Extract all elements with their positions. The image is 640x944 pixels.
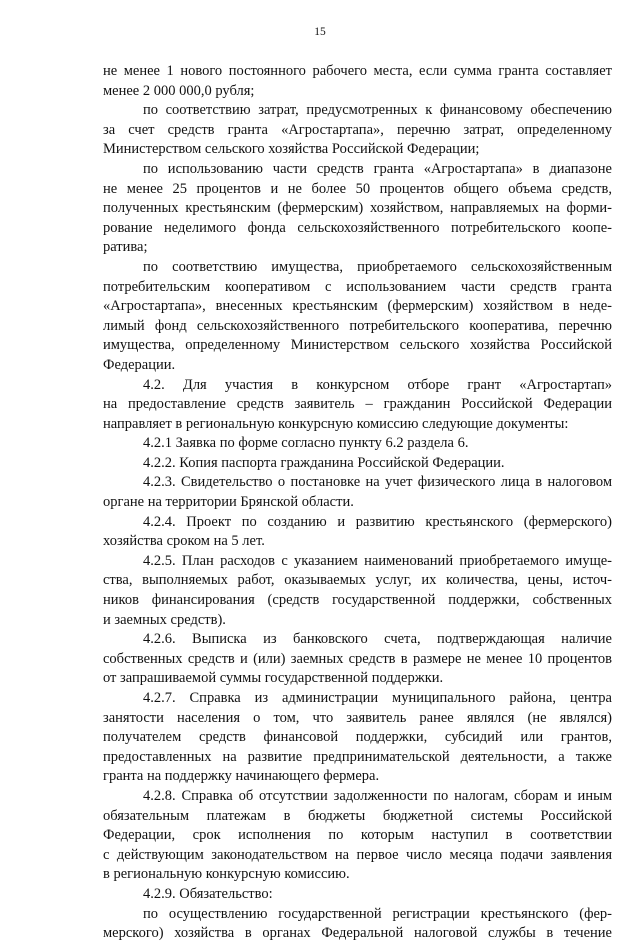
text-line: 4.2.7. Справка из администрации муниципального района, центра	[143, 690, 612, 706]
text-line: ства, выполняемых работ, оказываемых услуг, их количества, цены, источ-	[103, 572, 612, 589]
text-line: рование неделимого фонда сельскохозяйственного потребительского коопе-	[103, 219, 612, 236]
text-line: органе на территории Брянской области.	[103, 494, 354, 511]
text-line: в региональную конкурсную комиссию.	[103, 866, 350, 883]
text-line: лимый фонд сельскохозяйственного потребительского кооператива, перечню	[103, 317, 612, 334]
text-line: имущества, определенному Министерством сельского хозяйства Российской	[103, 337, 612, 354]
text-line: гранта на поддержку начинающего фермера.	[103, 768, 380, 785]
text-line: по соответствию имущества, приобретаемого сельскохозяйственным	[143, 258, 612, 275]
text-line: получателем средств финансовой поддержки, субсидий или грантов,	[103, 729, 612, 746]
text-line: ников финансирования (средств государственной поддержки, собственных	[103, 592, 612, 609]
text-line: менее 2 000 000,0 рубля;	[103, 82, 255, 99]
text-line: обязательным платежам в бюджеты бюджетной системы Российской	[103, 807, 612, 824]
text-line: с действующим законодательством на первое число месяца подачи заявления	[103, 846, 612, 863]
text-line: 4.2.2. Копия паспорта гражданина Российской Федерации.	[143, 454, 505, 471]
text-line: Федерации.	[103, 356, 176, 373]
text-line: потребительским кооперативом с использованием части средств гранта	[103, 278, 612, 295]
text-line: и заемных средств).	[103, 611, 226, 628]
text-line: 4.2.3. Свидетельство о постановке на учет физического лица в налоговом	[143, 474, 612, 491]
text-line: мерского) хозяйства в органах Федеральной налоговой службы в течение	[103, 925, 612, 942]
text-line: хозяйства сроком на 5 лет.	[103, 533, 265, 550]
document-body	[103, 62, 612, 944]
text-line: на предоставление средств заявитель – гражданин Российской Федерации	[103, 396, 612, 413]
text-line: по осуществлению государственной регистрации крестьянского (фер-	[143, 905, 612, 922]
text-line: 4.2.6. Выписка из банковского счета, подтверждающая наличие	[143, 631, 612, 648]
text-line: Федерации, срок исполнения по которым наступил в соответствии	[103, 827, 612, 844]
text-line: не менее 25 процентов и не более 50 процентов общего объема средств,	[103, 180, 612, 197]
text-line: 4.2.5. План расходов с указанием наименований приобретаемого имуще-	[143, 552, 612, 569]
text-line: 4.2. Для участия в конкурсном отборе грант «Агростартап»	[143, 376, 612, 393]
text-line: занятости населения о том, что заявитель ранее являлся (не являлся)	[103, 709, 612, 726]
text-line: собственных средств и (или) заемных средств в размере не менее 10 процентов	[103, 650, 612, 667]
text-line: направляет в региональную конкурсную комиссию следующие документы:	[103, 415, 569, 432]
text-line: 4.2.1 Заявка по форме согласно пункту 6.2 раздела 6.	[143, 435, 469, 452]
text-line: по соответствию затрат, предусмотренных к финансовому обеспечению	[143, 102, 612, 119]
text-line: 4.2.8. Справка об отсутствии задолженности по налогам, сборам и иным	[143, 787, 612, 804]
text-line: 4.2.9. Обязательство:	[143, 885, 273, 902]
text-line: 4.2.4. Проект по созданию и развитию крестьянского (фермерского)	[143, 513, 612, 530]
text-line: от запрашиваемой суммы государственной поддержки.	[103, 670, 444, 687]
text-line: Министерством сельского хозяйства Российской Федерации;	[103, 141, 480, 158]
text-line: полученных крестьянским (фермерским) хозяйством, направляемых на форми-	[103, 200, 612, 217]
text-line: не менее 1 нового постоянного рабочего места, если сумма гранта составляет	[103, 63, 612, 79]
text-line: предоставленных на развитие предпринимательской деятельности, а также	[103, 748, 612, 765]
page-number: 15	[314, 26, 326, 38]
text-line: по использованию части средств гранта «Агростартапа» в диапазоне	[143, 160, 612, 177]
text-line: ратива;	[103, 239, 148, 256]
text-line: «Агростартапа», внесенных крестьянским (фермерским) хозяйством в недe-	[103, 298, 612, 315]
text-line: за счет средств гранта «Агростартапа», перечню затрат, определенному	[103, 121, 612, 138]
